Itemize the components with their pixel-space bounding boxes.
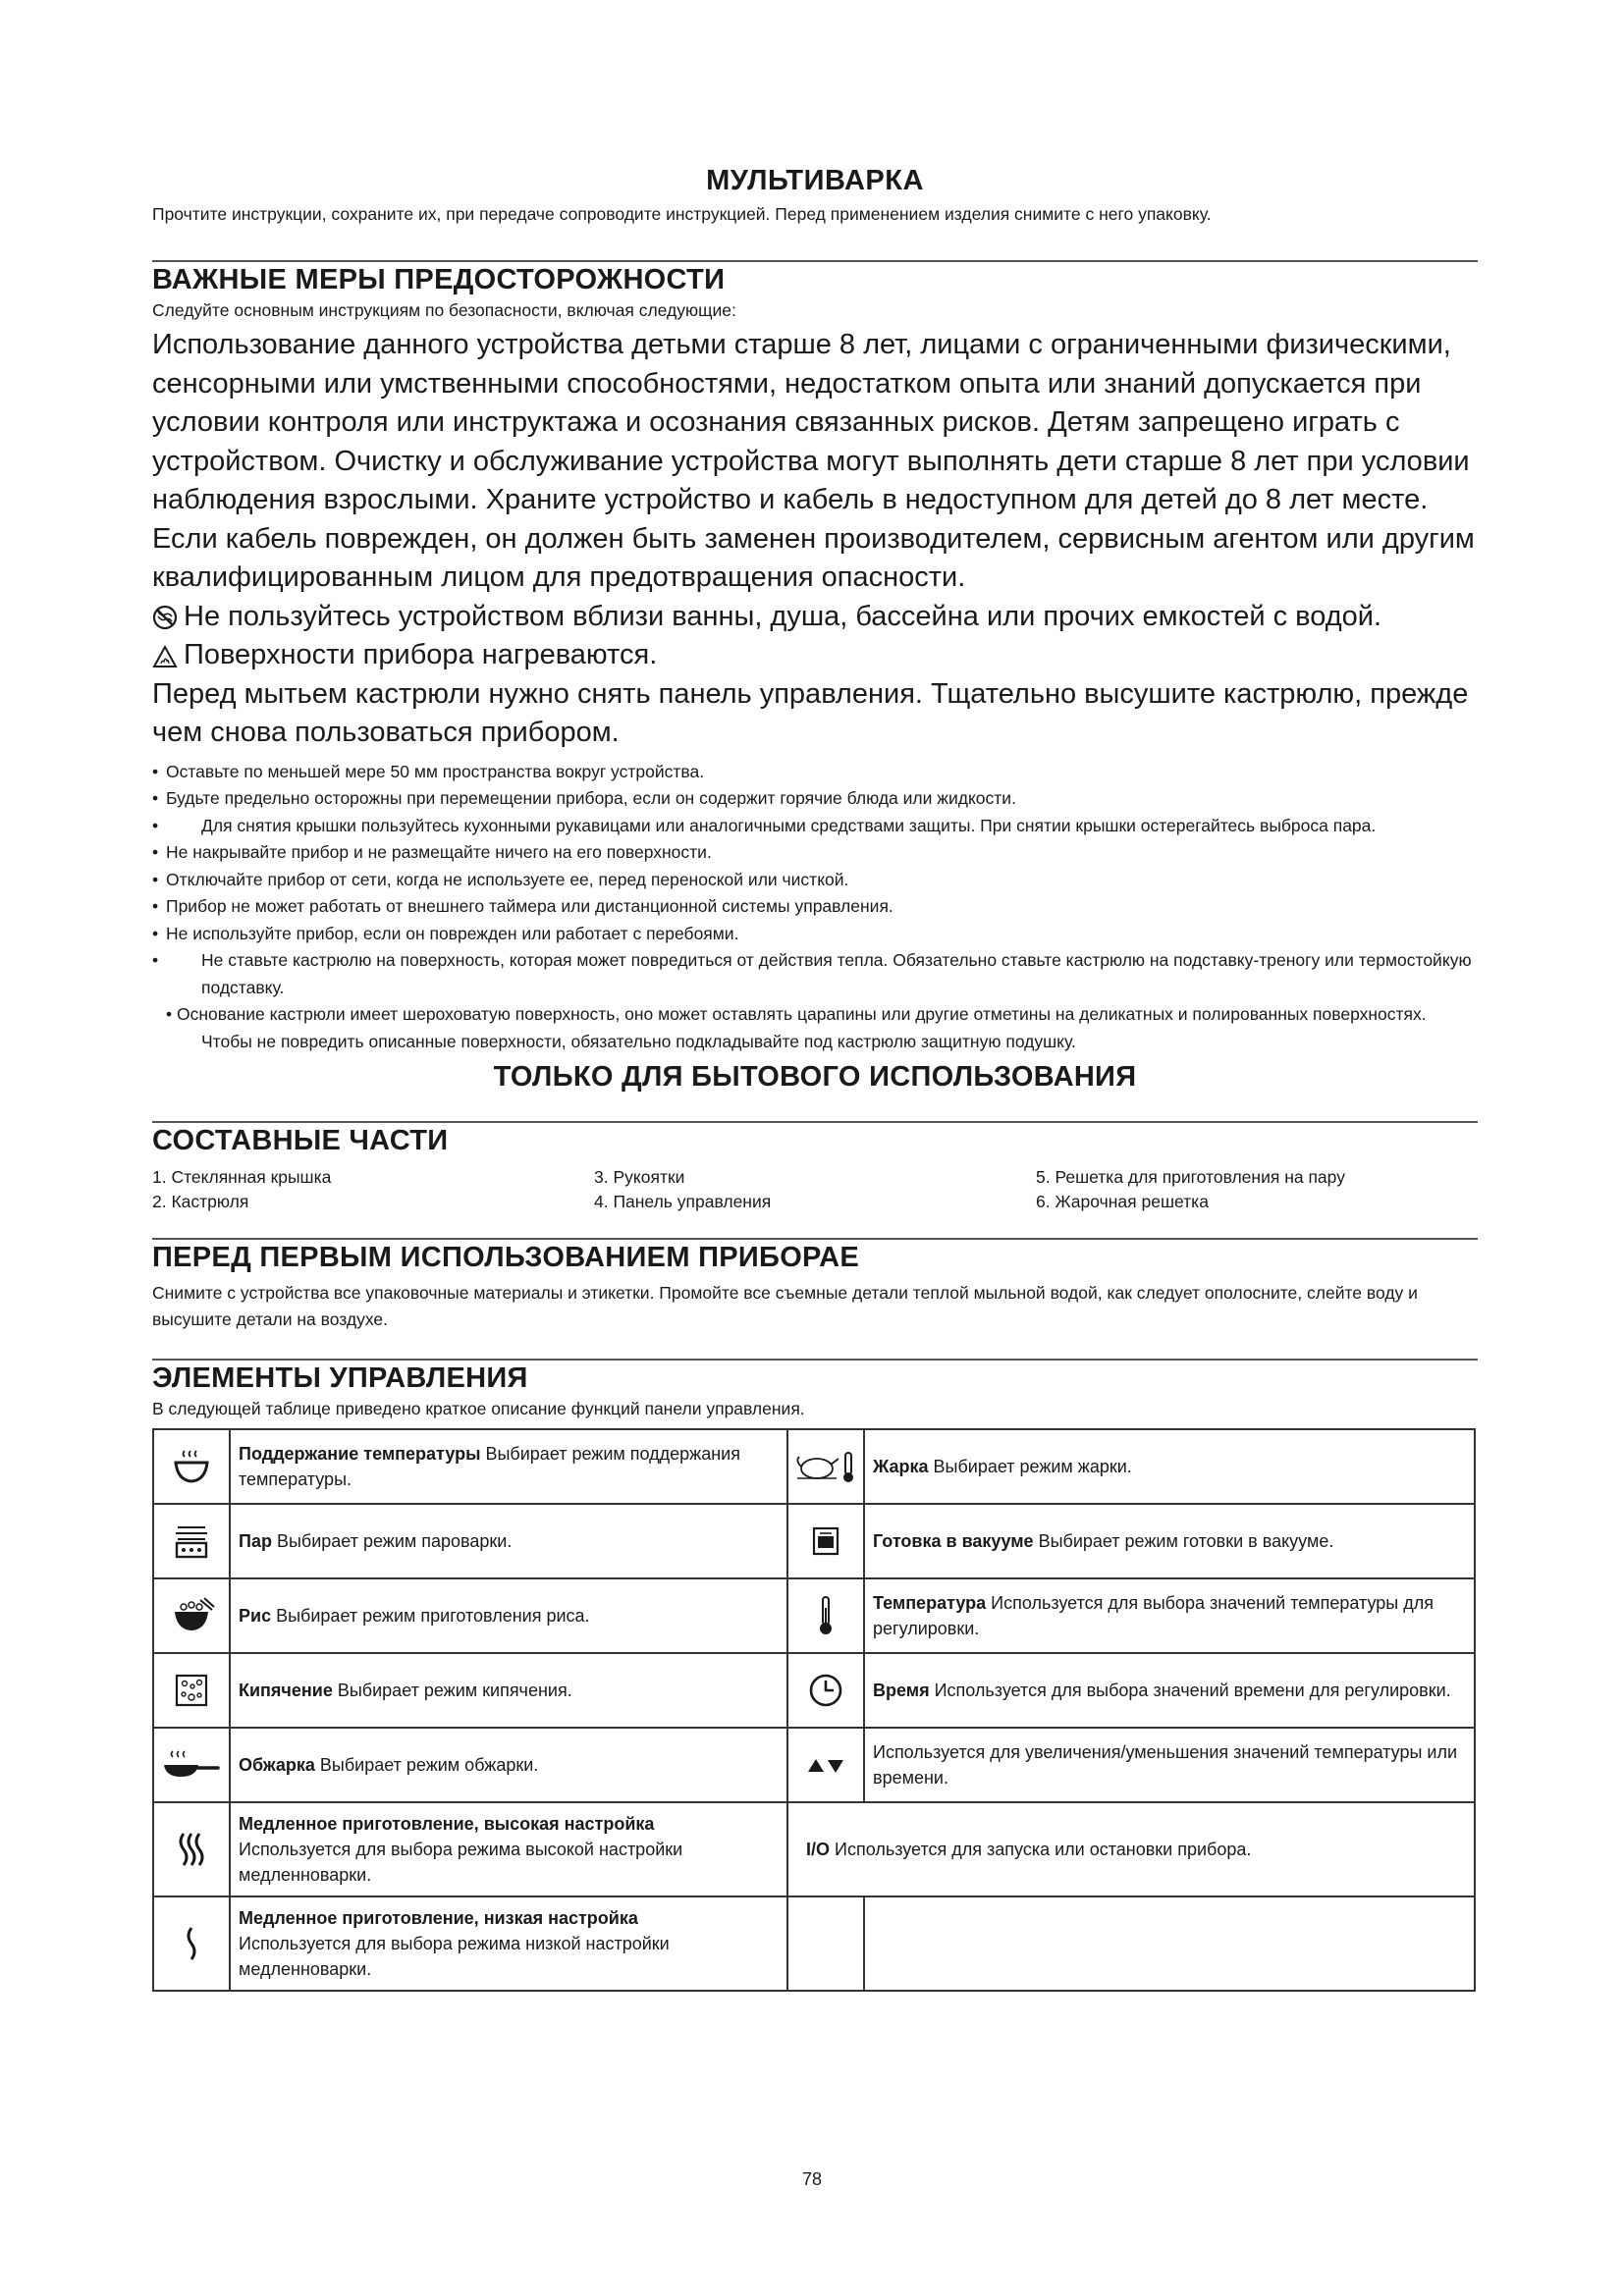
part-item: 5. Решетка для приготовления на пару — [1036, 1167, 1345, 1187]
control-desc: Выбирает режим обжарки. — [319, 1755, 539, 1775]
control-description — [230, 1728, 787, 1802]
section-divider — [152, 260, 1478, 262]
parts-column — [1036, 1165, 1478, 1214]
first-use-heading: ПЕРЕД ПЕРВЫМ ИСПОЛЬЗОВАНИЕМ ПРИБОРАЕ — [152, 1242, 860, 1273]
control-name: Обжарка — [239, 1755, 315, 1775]
control-description — [230, 1653, 787, 1728]
control-name: Пар — [239, 1531, 272, 1551]
safety-bullet-list — [152, 759, 1478, 1056]
part-item: 6. Жарочная решетка — [1036, 1192, 1209, 1211]
rice-icon — [153, 1578, 230, 1653]
control-description — [864, 1578, 1475, 1653]
list-item: • Оставьте по меньшей мере 50 мм пространства вокруг устройства. — [152, 759, 1478, 786]
table-row — [153, 1578, 1475, 1653]
bullet-glyph: • — [166, 1004, 177, 1024]
controls-lead: В следующей таблице приведено краткое описание функций панели управления. — [152, 1399, 805, 1418]
control-name: Медленное приготовление, низкая настройка — [239, 1908, 638, 1928]
table-row — [153, 1896, 1475, 1991]
list-item-text: Основание кастрюли имеет шероховатую поверхность, оно может оставлять царапины или другие отметины на деликатных и полированных поверхностях. Чтобы не повредить описанные поверхности, обязательно подкладывайте под кастрюлю защитную подушку. — [177, 1004, 1427, 1051]
list-item: • Прибор не может работать от внешнего таймера или дистанционной системы управления. — [152, 893, 1478, 921]
control-name: Медленное приготовление, высокая настройка — [239, 1814, 655, 1834]
control-desc: Выбирает режим пароварки. — [276, 1531, 513, 1551]
control-description — [230, 1802, 787, 1896]
controls-table — [152, 1428, 1476, 1992]
control-desc: Выбирает режим жарки. — [933, 1457, 1132, 1476]
control-description — [864, 1504, 1475, 1578]
parts-heading: СОСТАВНЫЕ ЧАСТИ — [152, 1125, 449, 1156]
list-item: • Отключайте прибор от сети, когда не используете ее, перед переноской или чисткой. — [152, 867, 1478, 894]
control-description — [787, 1802, 1475, 1896]
safety-paragraph: Если кабель поврежден, он должен быть заменен производителем, сервисным агентом или другим квалифицированным лицом для предотвращения опасности. — [152, 522, 1475, 593]
section-divider — [152, 1359, 1478, 1361]
part-item: 2. Кастрюля — [152, 1192, 249, 1211]
table-row — [153, 1802, 1475, 1896]
document-title: МУЛЬТИВАРКА — [706, 165, 924, 196]
list-item: • Не используйте прибор, если он поврежден или работает с перебоями. — [152, 921, 1478, 948]
sear-pan-icon — [153, 1728, 230, 1802]
control-name: Рис — [239, 1606, 272, 1626]
section-divider — [152, 1238, 1478, 1240]
control-name: Поддержание температуры — [239, 1444, 481, 1464]
safety-paragraph: Использование данного устройства детьми старше 8 лет, лицами с ограниченными физическими, сенсорными или умственными способностями, недостатком опыта или знаний допускается при условии контроля или инструктажа и осознания связанных рисков. Детям запрещено играть с устройством. Очистку и обслуживание устройства могут выполнять дети старше 8 лет при условии наблюдения взрослыми. Храните устройство и кабель в недоступном для детей до 8 лет месте. — [152, 329, 1470, 515]
safety-lead: Следуйте основным инструкциям по безопасности, включая следующие: — [152, 300, 736, 320]
slow-cook-high-icon — [153, 1802, 230, 1896]
part-item: 3. Рукоятки — [594, 1167, 685, 1187]
page-number: 78 — [801, 2169, 823, 2189]
hot-surface-text: Поверхности прибора нагреваются. — [184, 639, 658, 670]
keep-warm-icon — [153, 1429, 230, 1504]
control-desc: Выбирает режим поддержания температуры. — [239, 1444, 740, 1489]
roast-icon — [787, 1429, 864, 1504]
control-desc: Используется для выбора режима высокой настройки медленноварки. — [239, 1840, 683, 1885]
control-name: Температура — [873, 1593, 987, 1613]
safety-heading: ВАЖНЫЕ МЕРЫ ПРЕДОСТОРОЖНОСТИ — [152, 264, 726, 295]
list-item: • Не ставьте кастрюлю на поверхность, которая может повредиться от действия тепла. Обязательно ставьте кастрюлю на подставку-треногу или термостойкую подставку. — [152, 947, 1478, 1001]
control-desc: Используется для выбора значений времени для регулировки. — [934, 1681, 1451, 1700]
list-item: • Для снятия крышки пользуйтесь кухонными рукавицами или аналогичными средствами защиты. При снятии крышки остерегайтесь выброса пара. — [152, 813, 1478, 840]
control-desc: Выбирает режим кипячения. — [337, 1681, 572, 1700]
intro-text: Прочтите инструкции, сохраните их, при передаче сопроводите инструкцией. Перед применением изделия снимите с него упаковку. — [152, 204, 1212, 224]
panel-removal-note: Перед мытьем кастрюли нужно снять панель управления. Тщательно высушите кастрюлю, прежде чем снова пользоваться прибором. — [152, 677, 1469, 748]
control-description — [230, 1578, 787, 1653]
parts-list — [152, 1165, 1478, 1214]
thermometer-icon — [787, 1578, 864, 1653]
no-water-text: Не пользуйтесь устройством вблизи ванны, душа, бассейна или прочих емкостей с водой. — [184, 600, 1382, 632]
part-item: 1. Стеклянная крышка — [152, 1167, 332, 1187]
control-description — [864, 1728, 1475, 1802]
household-use-heading: ТОЛЬКО ДЛЯ БЫТОВОГО ИСПОЛЬЗОВАНИЯ — [493, 1061, 1137, 1093]
slow-cook-low-icon — [153, 1896, 230, 1991]
power-io-icon: I/O — [806, 1840, 831, 1859]
control-description — [864, 1429, 1475, 1504]
control-description — [864, 1653, 1475, 1728]
control-desc: Используется для увеличения/уменьшения значений температуры или времени. — [873, 1742, 1458, 1788]
list-item: • Будьте предельно осторожны при перемещении прибора, если он содержит горячие блюда или жидкости. — [152, 785, 1478, 813]
control-name: Готовка в вакууме — [873, 1531, 1034, 1551]
control-desc: Выбирает режим готовки в вакууме. — [1038, 1531, 1334, 1551]
steam-icon — [153, 1504, 230, 1578]
parts-column — [152, 1165, 594, 1214]
control-description — [230, 1504, 787, 1578]
control-desc: Используется для выбора значений температуры для регулировки. — [873, 1593, 1434, 1638]
control-desc: Выбирает режим приготовления риса. — [276, 1606, 590, 1626]
control-desc: Используется для запуска или остановки прибора. — [835, 1840, 1252, 1859]
empty-cell — [864, 1896, 1475, 1991]
control-description — [230, 1896, 787, 1991]
list-item — [152, 1001, 1478, 1055]
control-description — [230, 1429, 787, 1504]
up-down-arrows-icon — [787, 1728, 864, 1802]
control-desc: Используется для выбора режима низкой настройки медленноварки. — [239, 1934, 670, 1979]
table-row — [153, 1728, 1475, 1802]
no-water-warning — [152, 598, 1478, 637]
empty-cell — [787, 1896, 864, 1991]
hot-surface-warning — [152, 636, 1478, 675]
first-use-text: Снимите с устройства все упаковочные материалы и этикетки. Промойте все съемные детали теплой мыльной водой, как следует ополосните, слейте воду и высушите детали на воздухе. — [152, 1283, 1418, 1329]
table-row — [153, 1653, 1475, 1728]
table-row — [153, 1429, 1475, 1504]
section-divider — [152, 1121, 1478, 1123]
prohibited-icon — [152, 598, 184, 637]
boil-icon — [153, 1653, 230, 1728]
control-name: Кипячение — [239, 1681, 333, 1700]
sous-vide-icon — [787, 1504, 864, 1578]
controls-heading: ЭЛЕМЕНТЫ УПРАВЛЕНИЯ — [152, 1362, 528, 1394]
clock-icon — [787, 1653, 864, 1728]
control-name: Время — [873, 1681, 930, 1700]
parts-column — [594, 1165, 1036, 1214]
list-item: • Не накрывайте прибор и не размещайте ничего на его поверхности. — [152, 839, 1478, 867]
part-item: 4. Панель управления — [594, 1192, 772, 1211]
table-row — [153, 1504, 1475, 1578]
safety-main-text — [152, 326, 1478, 753]
hot-surface-warning-icon — [152, 636, 184, 675]
document-page — [152, 0, 1478, 1992]
control-name: Жарка — [873, 1457, 929, 1476]
